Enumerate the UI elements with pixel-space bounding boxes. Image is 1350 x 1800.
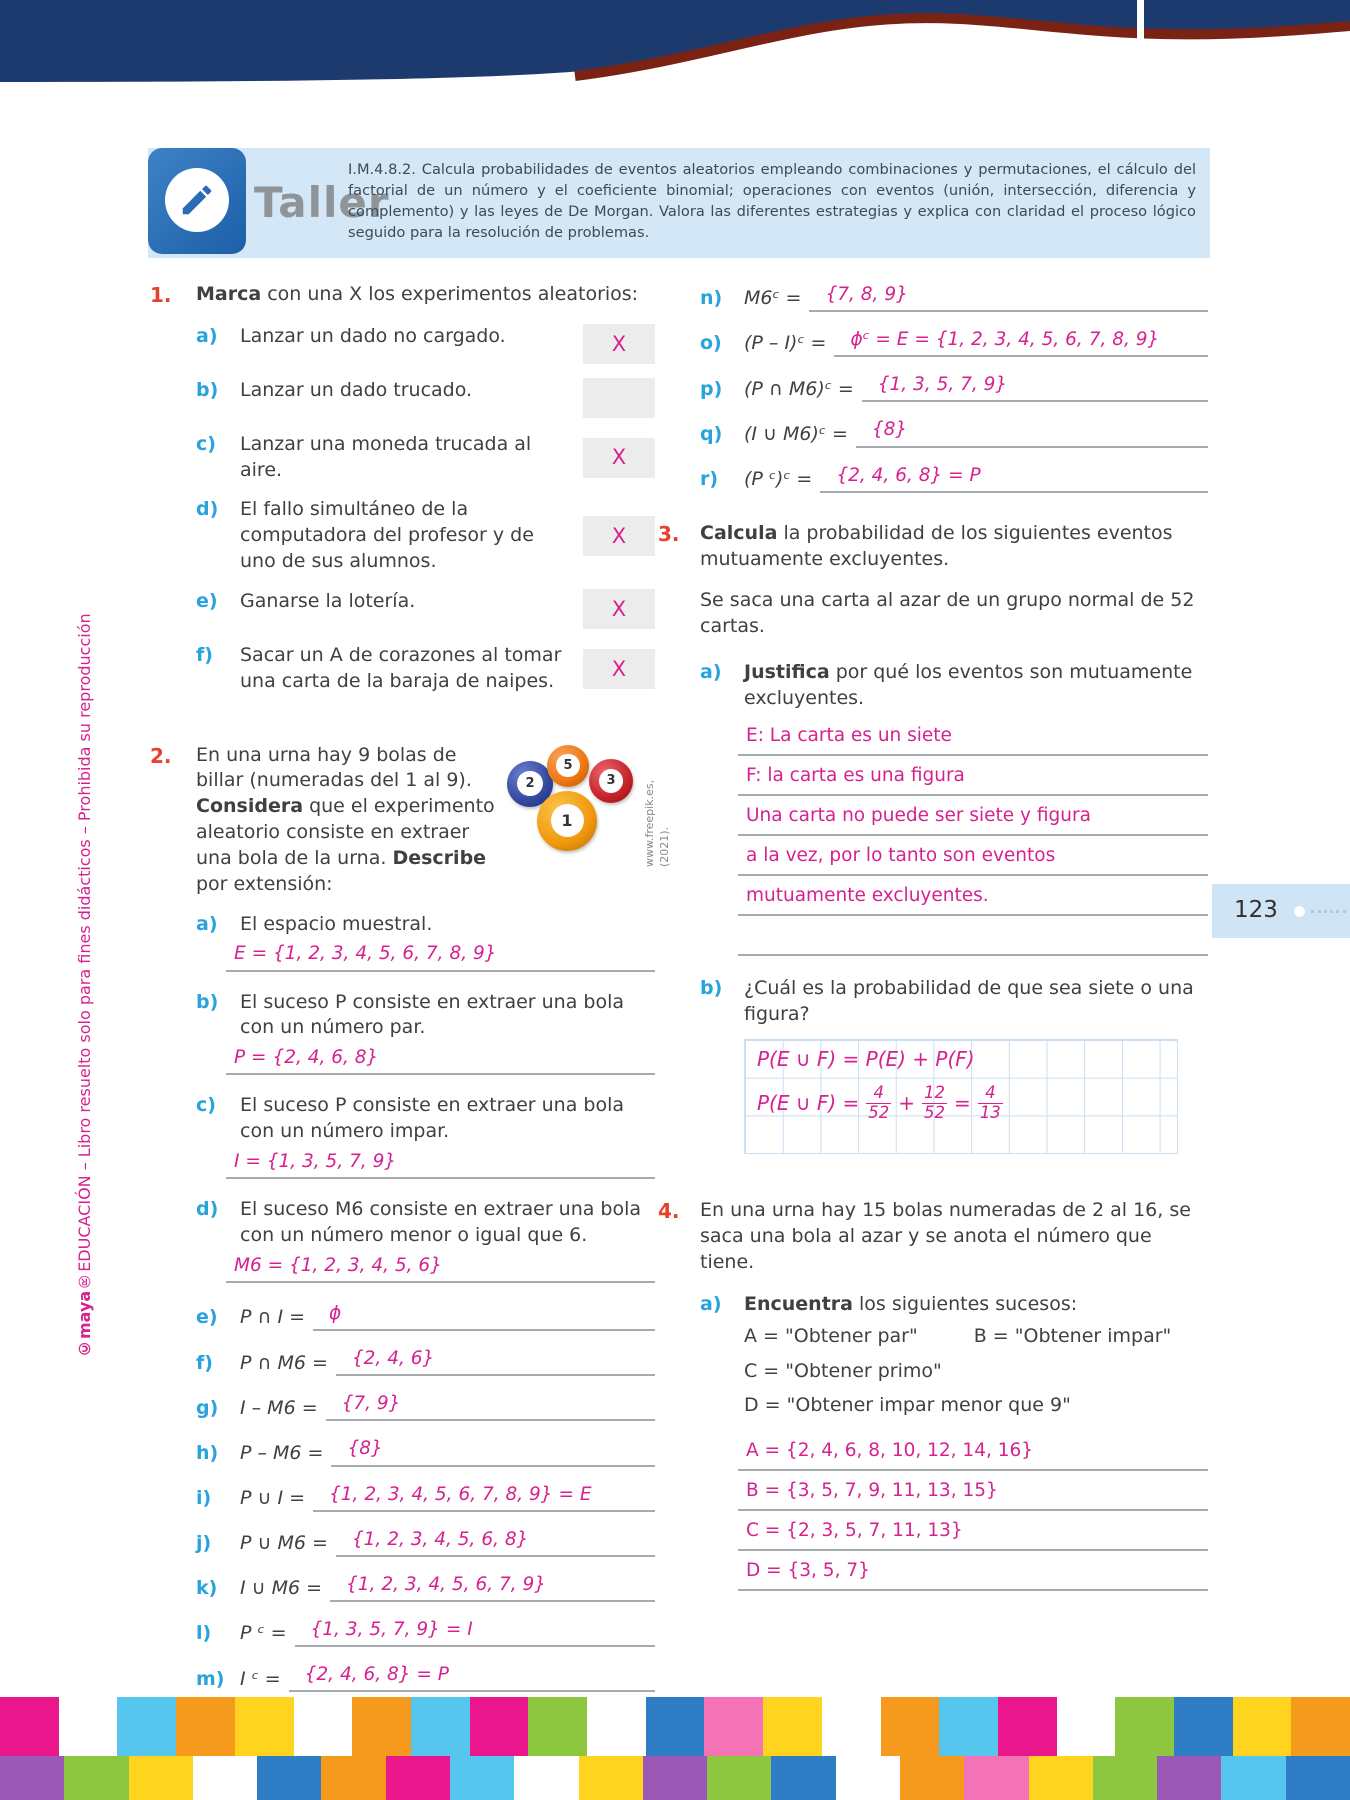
- answer-blank[interactable]: {7, 8, 9}: [809, 282, 1208, 312]
- answer-blank[interactable]: M6 = {1, 2, 3, 4, 5, 6}: [226, 1253, 655, 1283]
- item-letter: d): [196, 498, 219, 521]
- footer-block: [129, 1756, 193, 1800]
- experiment-item-c: [196, 432, 655, 484]
- taller-description: I.M.4.8.2. Calcula probabilidades de eventos aleatorios empleando combinaciones y permutaciones, el cálculo del factorial de un número y el coeficiente binomial; operaciones con eventos (unión, intersección, diferencia y complemento) y las leyes de De Morgan. Valora las diferentes estrategias y explica con claridad el proceso lógico seguido para la resolución de problemas.: [348, 161, 1196, 242]
- exercise-2: [150, 743, 672, 1708]
- footer-block: [1115, 1697, 1174, 1756]
- answer-blank[interactable]: {1, 3, 5, 7, 9} = I: [295, 1617, 656, 1647]
- footer-block: [1221, 1756, 1285, 1800]
- answer-checkbox[interactable]: X: [583, 649, 655, 689]
- item-letter: b): [196, 378, 219, 401]
- operation-label: (I ∪ M6)ᶜ =: [744, 422, 848, 445]
- justify-item: [700, 660, 1208, 956]
- exercise-number: 1.: [150, 283, 172, 307]
- footer-block: [587, 1697, 646, 1756]
- billiard-balls-image: [507, 745, 672, 867]
- footer-block: [646, 1697, 705, 1756]
- footer-block: [514, 1756, 578, 1800]
- intro-bold: Considera: [196, 795, 304, 818]
- answer-blank[interactable]: {1, 2, 3, 4, 5, 6, 7, 8, 9} = E: [313, 1482, 655, 1512]
- exercise-number: 4.: [658, 1199, 680, 1224]
- set-operation-item-q: [700, 417, 1208, 447]
- answer-blank[interactable]: {1, 2, 3, 4, 5, 6, 7, 9}: [330, 1572, 655, 1602]
- title-rest: con una X los experimentos aleatorios:: [261, 283, 639, 305]
- experiment-item-f: [196, 643, 655, 695]
- event-def-A: A = "Obtener par": [744, 1324, 918, 1347]
- exercise-1-title: [196, 282, 655, 308]
- item-text: Sacar un A de corazones al tomar una carta de la baraja de naipes.: [240, 643, 562, 692]
- item-letter: k): [196, 1577, 218, 1600]
- footer-block: [1157, 1756, 1221, 1800]
- footer-block: [643, 1756, 707, 1800]
- copyright-text: ®EDUCACIÓN – Libro resuelto solo para fines didácticos – Prohibida su reproducción: [75, 613, 94, 1291]
- footer-block: [998, 1697, 1057, 1756]
- footer-block: [386, 1756, 450, 1800]
- footer-block: [704, 1697, 763, 1756]
- set-operation-item-p: [700, 372, 1208, 402]
- footer-block: [321, 1756, 385, 1800]
- exercise-3-intro: Se saca una carta al azar de un grupo normal de 52 cartas.: [700, 589, 1195, 638]
- ball-number: 3: [599, 769, 623, 793]
- item-text: Ganarse la lotería.: [240, 589, 416, 612]
- title-bold: Calcula: [700, 521, 778, 544]
- answer-line[interactable]: Una carta no puede ser siete y figura: [738, 800, 1208, 836]
- dotted-leader: [1311, 910, 1346, 913]
- intro-part: que el experimento aleatorio consiste en extraer una bola de la urna.: [196, 795, 495, 869]
- answer-blank[interactable]: {8}: [331, 1436, 655, 1466]
- footer-block: [1057, 1697, 1116, 1756]
- answer-checkbox[interactable]: X: [583, 589, 655, 629]
- numerator: 4: [873, 1083, 885, 1103]
- answer-line[interactable]: C = {2, 3, 5, 7, 11, 13}: [738, 1515, 1208, 1551]
- page-number-tab: [1212, 884, 1350, 938]
- exercise-4-intro: En una urna hay 15 bolas numeradas de 2 al 16, se saca una bola al azar y se anota el número que tiene.: [700, 1199, 1191, 1274]
- footer-block: [352, 1697, 411, 1756]
- answer-blank[interactable]: {8}: [856, 417, 1208, 447]
- formula-lhs: P(E ∪ F) =: [757, 1091, 860, 1116]
- numerator: 12: [924, 1083, 946, 1103]
- justification-answers: [738, 720, 1208, 956]
- item-letter: f): [196, 1351, 213, 1374]
- footer-block: [763, 1697, 822, 1756]
- prompt-item-c: [196, 1093, 655, 1179]
- ball-number: 1: [551, 804, 584, 837]
- footer-color-strip: [0, 1697, 1350, 1800]
- equals-sign: =: [954, 1091, 971, 1116]
- denominator: 52: [924, 1103, 946, 1123]
- set-operation-item-f: [196, 1346, 655, 1376]
- footer-block: [822, 1697, 881, 1756]
- prompt-item-d: [196, 1197, 655, 1283]
- item-prompt: El suceso M6 consiste en extraer una bola con un número menor o igual que 6.: [240, 1198, 642, 1247]
- item-text: Lanzar una moneda trucada al aire.: [240, 432, 532, 481]
- answer-checkbox[interactable]: X: [583, 324, 655, 364]
- operation-label: (P – I)ᶜ =: [744, 332, 827, 355]
- item-prompt: El espacio muestral.: [240, 912, 433, 935]
- operation-label: I – M6 =: [240, 1396, 318, 1419]
- pencil-badge: [148, 148, 246, 254]
- answer-checkbox[interactable]: [583, 378, 655, 418]
- left-column: [150, 282, 672, 1741]
- item-letter: e): [196, 1306, 218, 1329]
- item-letter: h): [196, 1441, 219, 1464]
- footer-block: [579, 1756, 643, 1800]
- image-credit: www.freepik.es, (2021).: [643, 779, 672, 867]
- item-letter: m): [196, 1667, 225, 1690]
- operation-label: (P ᶜ)ᶜ =: [744, 467, 813, 490]
- publisher-logo: ©maya: [75, 1290, 94, 1358]
- item-letter: a): [196, 912, 218, 935]
- footer-block: [257, 1756, 321, 1800]
- set-operation-item-m: [196, 1662, 655, 1692]
- item-letter: p): [700, 377, 723, 400]
- answer-blank[interactable]: {2, 4, 6, 8} = P: [820, 463, 1208, 493]
- item-letter: d): [196, 1198, 219, 1221]
- operation-label: P ∪ M6 =: [240, 1532, 328, 1555]
- footer-block: [900, 1756, 964, 1800]
- operation-label: I ∪ M6 =: [240, 1577, 323, 1600]
- answer-blank[interactable]: {7, 9}: [326, 1391, 655, 1421]
- footer-block: [771, 1756, 835, 1800]
- item-letter: r): [700, 467, 719, 490]
- footer-block: [64, 1756, 128, 1800]
- footer-block: [117, 1697, 176, 1756]
- event-def-B: B = "Obtener impar": [973, 1324, 1172, 1347]
- answer-line[interactable]: a la vez, por lo tanto son eventos: [738, 840, 1208, 876]
- footer-block: [294, 1697, 353, 1756]
- intro-bold: Describe: [392, 846, 487, 869]
- item-letter: i): [196, 1486, 212, 1509]
- item-letter: n): [700, 287, 723, 310]
- item-letter: b): [700, 976, 723, 999]
- page-dot: [1294, 906, 1305, 917]
- fraction: [866, 1084, 891, 1123]
- operation-label: P – M6 =: [240, 1441, 324, 1464]
- footer-block: [528, 1697, 587, 1756]
- fraction: [978, 1084, 1003, 1123]
- item-letter: q): [700, 422, 723, 445]
- taller-header: [148, 148, 1210, 258]
- prompt-item-b: [196, 990, 655, 1076]
- item-letter: j): [196, 1532, 212, 1555]
- footer-block: [1029, 1756, 1093, 1800]
- answer-checkbox[interactable]: X: [583, 438, 655, 478]
- item-letter: a): [196, 324, 218, 347]
- exercise-2-continued: [700, 282, 1208, 493]
- event-definitions: [744, 1324, 1208, 1419]
- item-prompt: [744, 660, 1208, 712]
- plus-sign: +: [898, 1091, 916, 1116]
- footer-block: [964, 1756, 1028, 1800]
- pencil-icon: [165, 168, 229, 232]
- denominator: 52: [868, 1103, 890, 1123]
- item-text: Lanzar un dado trucado.: [240, 378, 473, 401]
- answer-checkbox[interactable]: X: [583, 516, 655, 556]
- operation-label: P ∩ I =: [240, 1306, 306, 1329]
- item-letter: o): [700, 332, 722, 355]
- set-operation-item-l: [196, 1617, 655, 1647]
- footer-row-bottom: [0, 1756, 1350, 1800]
- formula-line-1: P(E ∪ F) = P(E) + P(F): [757, 1047, 975, 1072]
- footer-block: [1286, 1756, 1350, 1800]
- footer-block: [450, 1756, 514, 1800]
- intro-part: En una urna hay 9 bolas de billar (numeradas del 1 al 9).: [196, 743, 472, 792]
- item-letter: c): [196, 432, 216, 455]
- operation-label: M6ᶜ =: [744, 287, 802, 310]
- experiment-item-e: [196, 589, 655, 629]
- exercise-3-title: [700, 521, 1208, 573]
- answer-line[interactable]: B = {3, 5, 7, 9, 11, 13, 15}: [738, 1475, 1208, 1511]
- set-operation-item-o: [700, 327, 1208, 357]
- footer-block: [939, 1697, 998, 1756]
- item-letter: e): [196, 589, 218, 612]
- operation-label: (P ∩ M6)ᶜ =: [744, 377, 854, 400]
- event-answers: [738, 1435, 1208, 1591]
- experiment-item-b: [196, 378, 655, 418]
- operation-label: P ᶜ =: [240, 1622, 287, 1645]
- copyright-sidebar: [74, 598, 96, 1358]
- event-def-D: D = "Obtener impar menor que 9": [744, 1394, 1071, 1417]
- item-letter: l): [196, 1622, 212, 1645]
- answer-line[interactable]: F: la carta es una figura: [738, 760, 1208, 796]
- exercise-4: [658, 1198, 1208, 1595]
- answer-line[interactable]: E: La carta es un siete: [738, 720, 1208, 756]
- taller-title: Taller: [254, 178, 390, 227]
- footer-block: [836, 1756, 900, 1800]
- answer-line[interactable]: D = {3, 5, 7}: [738, 1555, 1208, 1591]
- probability-item: [700, 976, 1208, 1155]
- footer-block: [881, 1697, 940, 1756]
- footer-block: [193, 1756, 257, 1800]
- item-letter: b): [196, 990, 219, 1013]
- billiard-ball-5: [547, 745, 589, 787]
- title-bold: Marca: [196, 283, 262, 305]
- prompt-bold: Encuentra: [744, 1292, 853, 1315]
- ball-number: 5: [556, 754, 579, 777]
- answer-blank[interactable]: I = {1, 3, 5, 7, 9}: [226, 1149, 655, 1179]
- ball-number: 2: [517, 771, 542, 796]
- operation-label: I ᶜ =: [240, 1667, 281, 1690]
- exercise-3: [658, 521, 1208, 1165]
- footer-block: [1233, 1697, 1292, 1756]
- numerator: 4: [985, 1083, 996, 1103]
- answer-line[interactable]: [738, 920, 1208, 956]
- item-prompt: El suceso P consiste en extraer una bola con un número impar.: [240, 1094, 625, 1143]
- item-letter: c): [196, 1094, 216, 1117]
- title-rest: la probabilidad de los siguientes eventos mutuamente excluyentes.: [700, 521, 1173, 570]
- set-operation-item-n: [700, 282, 1208, 312]
- item-text: El fallo simultáneo de la computadora del profesor y de uno de sus alumnos.: [240, 498, 534, 573]
- billiard-ball-1: [537, 791, 597, 851]
- answer-line[interactable]: mutuamente excluyentes.: [738, 880, 1208, 916]
- set-operation-item-i: [196, 1482, 655, 1512]
- set-operation-item-e: [196, 1301, 655, 1331]
- right-column: [658, 282, 1208, 1629]
- item-prompt: ¿Cuál es la probabilidad de que sea siete o una figura?: [744, 976, 1194, 1025]
- prompt-rest: los siguientes sucesos:: [852, 1292, 1078, 1315]
- fraction: [922, 1084, 947, 1123]
- operation-label: P ∪ I =: [240, 1486, 306, 1509]
- item-letter: a): [700, 661, 722, 684]
- operation-label: P ∩ M6 =: [240, 1351, 328, 1374]
- top-banner-wave: [0, 0, 1350, 100]
- answer-blank[interactable]: P = {2, 4, 6, 8}: [226, 1045, 655, 1075]
- item-letter: f): [196, 643, 213, 666]
- footer-block: [470, 1697, 529, 1756]
- answer-blank[interactable]: E = {1, 2, 3, 4, 5, 6, 7, 8, 9}: [226, 941, 655, 971]
- exercise-2-intro: [196, 743, 495, 898]
- footer-block: [1174, 1697, 1233, 1756]
- item-prompt: El suceso P consiste en extraer una bola con un número par.: [240, 990, 625, 1039]
- answer-blank[interactable]: {2, 4, 6}: [336, 1346, 655, 1376]
- set-operation-item-g: [196, 1391, 655, 1421]
- experiment-item-d: [196, 497, 655, 574]
- page-number: 123: [1234, 897, 1278, 924]
- answer-line[interactable]: A = {2, 4, 6, 8, 10, 12, 14, 16}: [738, 1435, 1208, 1471]
- item-prompt: [744, 1292, 1208, 1318]
- exercise-number: 3.: [658, 521, 680, 546]
- answer-blank[interactable]: ϕ: [313, 1301, 655, 1331]
- footer-block: [59, 1697, 118, 1756]
- answer-blank[interactable]: {2, 4, 6, 8} = P: [289, 1662, 655, 1692]
- set-operation-item-h: [196, 1436, 655, 1466]
- billiard-ball-3: [589, 759, 633, 803]
- footer-block: [707, 1756, 771, 1800]
- item-text: Lanzar un dado no cargado.: [240, 324, 506, 347]
- footer-block: [1093, 1756, 1157, 1800]
- event-def-C: C = "Obtener primo": [744, 1359, 942, 1382]
- footer-block: [235, 1697, 294, 1756]
- denominator: 13: [979, 1103, 1001, 1123]
- item-letter: a): [700, 1292, 722, 1315]
- item-letter: g): [196, 1396, 219, 1419]
- footer-block: [1291, 1697, 1350, 1756]
- formula-line-2: [757, 1084, 1010, 1123]
- exercise-1: [150, 282, 655, 709]
- footer-block: [0, 1697, 59, 1756]
- set-operation-item-k: [196, 1572, 655, 1602]
- prompt-bold: Justifica: [744, 661, 830, 684]
- answer-blank[interactable]: {1, 2, 3, 4, 5, 6, 8}: [336, 1527, 655, 1557]
- prompt-item-a: [196, 912, 655, 972]
- set-operation-item-r: [700, 463, 1208, 493]
- experiment-item-a: [196, 324, 655, 364]
- intro-part: por extensión:: [196, 872, 333, 895]
- calculation-grid: [744, 1039, 1178, 1154]
- set-operation-item-j: [196, 1527, 655, 1557]
- answer-blank[interactable]: ϕᶜ = E = {1, 2, 3, 4, 5, 6, 7, 8, 9}: [834, 327, 1208, 357]
- footer-block: [176, 1697, 235, 1756]
- footer-block: [0, 1756, 64, 1800]
- answer-blank[interactable]: {1, 3, 5, 7, 9}: [862, 372, 1208, 402]
- footer-row-top: [0, 1697, 1350, 1756]
- footer-block: [411, 1697, 470, 1756]
- find-events-item: [700, 1292, 1208, 1591]
- prompt-rest: por qué los eventos son mutuamente excluyentes.: [744, 661, 1193, 709]
- exercise-number: 2.: [150, 743, 172, 768]
